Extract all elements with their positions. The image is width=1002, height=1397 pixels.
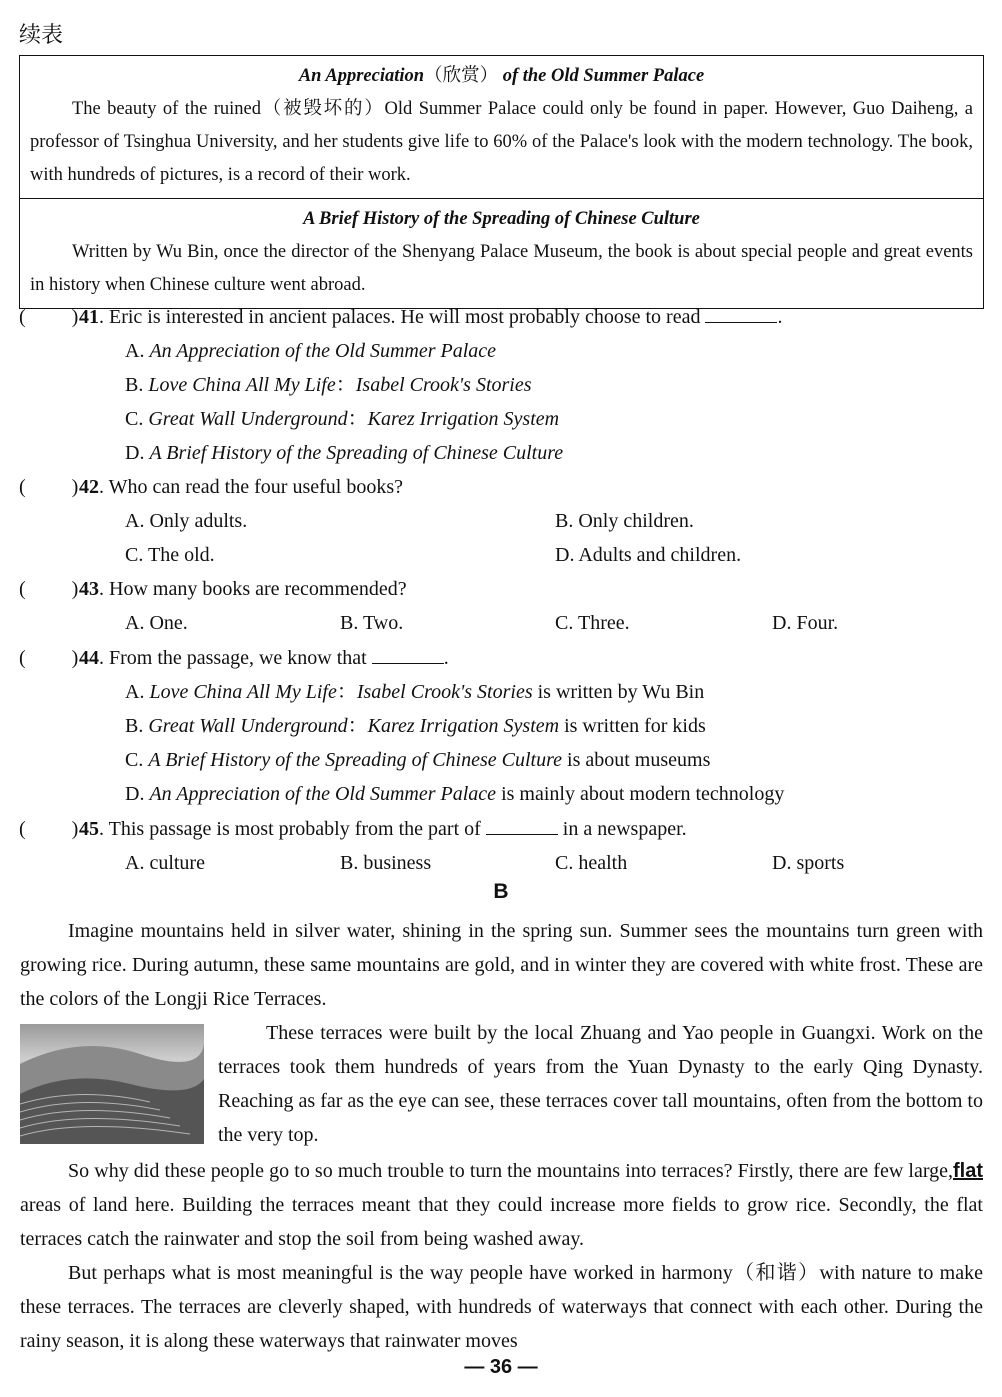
- answer-blank[interactable]: [486, 816, 558, 835]
- option-45-b[interactable]: B. business: [340, 852, 432, 874]
- option-45-d[interactable]: D. sports: [772, 852, 845, 874]
- passage-paragraph-4: But perhaps what is most meaningful is the way people have worked in harmony（和谐）with nature to make these terraces. The terraces are cleverly shaped, with hundreds of waterways that connect with each other. During the rainy season, it is along these waterways that rainwater moves: [20, 1262, 983, 1352]
- book-section-1: [20, 56, 983, 198]
- option-42-c[interactable]: C. The old.: [125, 544, 215, 566]
- option-41-b[interactable]: B. Love China All My Life：Isabel Crook's Stories: [125, 374, 532, 396]
- book-title-2: A Brief History of the Spreading of Chinese Culture: [303, 209, 700, 229]
- book-section-2: [20, 198, 983, 308]
- title-part: An Appreciation: [298, 66, 425, 86]
- answer-paren[interactable]: ( ): [19, 578, 79, 600]
- book-desc-1: The beauty of the ruined（被毁坏的）Old Summer Palace could only be found in paper. However, Guo Daiheng, a professor of Tsinghua University, and her students give life to 60% of the Palace's look with the modern technology. The book, with hundreds of pictures, is a record of their work.: [30, 99, 973, 185]
- book-title-1: [30, 60, 973, 93]
- continued-label: 续表: [19, 23, 64, 48]
- option-41-c[interactable]: C. Great Wall Underground：Karez Irrigation System: [125, 408, 560, 430]
- option-42-a[interactable]: A. Only adults.: [125, 510, 248, 532]
- rice-terraces-photo: [20, 1024, 204, 1144]
- passage-paragraph-3: [20, 1154, 983, 1256]
- option-41-d[interactable]: D. A Brief History of the Spreading of Chinese Culture: [125, 442, 564, 464]
- book-desc-2: Written by Wu Bin, once the director of the Shenyang Palace Museum, the book is about special people and great events in history when Chinese culture went abroad.: [30, 242, 973, 295]
- paragraph-text: So why did these people go to so much trouble to turn the mountains into terraces? Firstly, there are few large,: [68, 1160, 953, 1182]
- option-43-b[interactable]: B. Two.: [340, 612, 404, 634]
- terrace-illustration: [20, 1024, 204, 1144]
- answer-blank[interactable]: [372, 645, 444, 664]
- option-42-d[interactable]: D. Adults and children.: [555, 544, 742, 566]
- option-42-b[interactable]: B. Only children.: [555, 510, 694, 532]
- option-44-c[interactable]: C. A Brief History of the Spreading of Chinese Culture is about museums: [125, 749, 711, 771]
- section-b-heading: B: [493, 880, 509, 903]
- answer-paren[interactable]: ( ): [19, 476, 79, 498]
- answer-paren[interactable]: ( ): [19, 306, 79, 328]
- answer-paren[interactable]: ( ): [19, 647, 79, 669]
- question-45: ( )45. This passage is most probably from the part of in a newspaper.: [19, 812, 687, 846]
- passage-paragraph-2: These terraces were built by the local Zhuang and Yao people in Guangxi. Work on the terraces took them hundreds of years from the Yuan Dynasty to the early Qing Dynasty. Reaching as far as the eye can see, these terraces cover tall mountains, often from the bottom to the very top.: [218, 1022, 983, 1146]
- option-41-a[interactable]: A. An Appreciation of the Old Summer Palace: [125, 340, 497, 362]
- answer-blank[interactable]: [705, 304, 777, 323]
- option-45-c[interactable]: C. health: [555, 852, 628, 874]
- passage-paragraph-1: Imagine mountains held in silver water, shining in the spring sun. Summer sees the mountains turn green with growing rice. During autumn, these same mountains are gold, and in winter they are covered with white frost. These are the colors of the Longji Rice Terraces.: [20, 920, 983, 1010]
- question-42: ( )42. Who can read the four useful books?: [19, 470, 403, 504]
- book-info-box: [19, 55, 984, 309]
- option-44-b[interactable]: B. Great Wall Underground：Karez Irrigation System is written for kids: [125, 715, 706, 737]
- question-43: ( )43. How many books are recommended?: [19, 572, 407, 606]
- option-44-a[interactable]: A. Love China All My Life：Isabel Crook's Stories is written by Wu Bin: [125, 681, 705, 703]
- underlined-word-flat: flat: [953, 1160, 983, 1182]
- title-cn: （欣赏）: [424, 66, 499, 86]
- answer-paren[interactable]: ( ): [19, 818, 79, 840]
- title-part: of the Old Summer Palace: [498, 66, 705, 86]
- question-41: ( )41. Eric is interested in ancient palaces. He will most probably choose to read .: [19, 300, 782, 334]
- option-43-a[interactable]: A. One.: [125, 612, 188, 634]
- option-44-d[interactable]: D. An Appreciation of the Old Summer Palace is mainly about modern technology: [125, 783, 785, 805]
- option-43-d[interactable]: D. Four.: [772, 612, 839, 634]
- page-number: — 36 —: [464, 1356, 538, 1378]
- option-45-a[interactable]: A. culture: [125, 852, 205, 874]
- question-44: ( )44. From the passage, we know that .: [19, 641, 449, 675]
- paragraph-text: areas of land here. Building the terraces meant that they could increase more fields to grow rice. Secondly, the flat terraces catch the rainwater and stop the soil from being washed away.: [20, 1194, 983, 1250]
- option-43-c[interactable]: C. Three.: [555, 612, 630, 634]
